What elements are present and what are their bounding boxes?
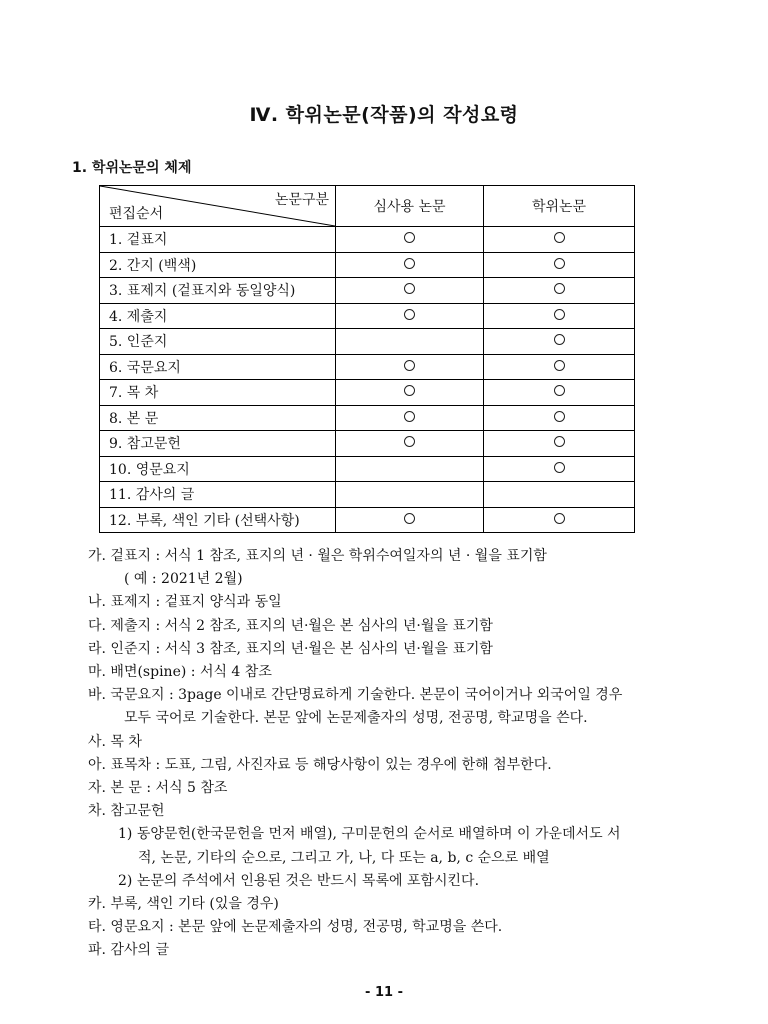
circle-mark-icon [554, 334, 565, 345]
column-header-degree: 학위논문 [484, 186, 635, 227]
header-top-label: 논문구분 [274, 192, 329, 208]
row-label: 9. 참고문헌 [100, 431, 336, 457]
note-line: 사. 목 차 [88, 733, 142, 750]
circle-mark-icon [404, 513, 415, 524]
review-cell [336, 303, 484, 329]
circle-mark-icon [554, 258, 565, 269]
row-label: 7. 목 차 [100, 380, 336, 406]
circle-mark-icon [554, 232, 565, 243]
review-cell [336, 278, 484, 304]
table-row [100, 329, 635, 355]
review-cell [336, 380, 484, 406]
column-header-review: 심사용 논문 [336, 186, 484, 227]
circle-mark-icon [404, 283, 415, 294]
circle-mark-icon [554, 436, 565, 447]
table-row [100, 456, 635, 482]
section-title: 1. 학위논문의 체제 [72, 160, 192, 176]
degree-cell [484, 507, 635, 533]
table-row [100, 278, 635, 304]
review-cell [336, 227, 484, 253]
table-row [100, 380, 635, 406]
review-cell [336, 405, 484, 431]
review-cell [336, 329, 484, 355]
row-label: 4. 제출지 [100, 303, 336, 329]
row-label: 8. 본 문 [100, 405, 336, 431]
circle-mark-icon [404, 436, 415, 447]
row-label: 2. 간지 (백색) [100, 252, 336, 278]
review-cell [336, 456, 484, 482]
circle-mark-icon [554, 309, 565, 320]
degree-cell [484, 431, 635, 457]
circle-mark-icon [554, 513, 565, 524]
degree-cell [484, 354, 635, 380]
circle-mark-icon [554, 360, 565, 371]
degree-cell [484, 252, 635, 278]
review-cell [336, 482, 484, 508]
header-bottom-label: 편집순서 [109, 206, 164, 222]
note-line: 자. 본 문 : 서식 5 참조 [88, 780, 228, 797]
circle-mark-icon [554, 385, 565, 396]
table-row [100, 303, 635, 329]
page-title: Ⅳ. 학위논문(작품)의 작성요령 [249, 104, 519, 126]
degree-cell [484, 456, 635, 482]
table-row [100, 252, 635, 278]
note-line: 바. 국문요지 : 3page 이내로 간단명료하게 기술한다. 본문이 국어이거나 외국어일 경우 [88, 687, 623, 704]
note-line: 카. 부록, 색인 기타 (있을 경우) [88, 896, 279, 913]
diagonal-header-cell [100, 186, 336, 227]
table-row [100, 227, 635, 253]
row-label: 5. 인준지 [100, 329, 336, 355]
note-line: 적, 논문, 기타의 순으로, 그리고 가, 나, 다 또는 a, b, c 순으로 배열 [138, 849, 550, 866]
note-line: 나. 표제지 : 겉표지 양식과 동일 [88, 594, 282, 611]
thesis-structure-table [99, 185, 635, 533]
note-line: 마. 배면(spine) : 서식 4 참조 [88, 664, 272, 681]
row-label: 12. 부록, 색인 기타 (선택사항) [100, 507, 336, 533]
circle-mark-icon [404, 385, 415, 396]
circle-mark-icon [554, 411, 565, 422]
table-row [100, 482, 635, 508]
table-row [100, 405, 635, 431]
table-row [100, 354, 635, 380]
review-cell [336, 431, 484, 457]
degree-cell [484, 278, 635, 304]
row-label: 11. 감사의 글 [100, 482, 336, 508]
degree-cell [484, 227, 635, 253]
circle-mark-icon [554, 462, 565, 473]
degree-cell [484, 482, 635, 508]
review-cell [336, 507, 484, 533]
note-line: 차. 참고문헌 [88, 803, 165, 820]
note-line: 타. 영문요지 : 본문 앞에 논문제출자의 성명, 전공명, 학교명을 쓴다. [88, 919, 503, 936]
circle-mark-icon [404, 258, 415, 269]
table-row [100, 431, 635, 457]
note-line: 라. 인준지 : 서식 3 참조, 표지의 년·월은 본 심사의 년·월을 표기함 [88, 640, 493, 657]
row-label: 10. 영문요지 [100, 456, 336, 482]
notes-list [88, 545, 708, 963]
review-cell [336, 252, 484, 278]
note-line: 파. 감사의 글 [88, 942, 169, 959]
row-label: 1. 겉표지 [100, 227, 336, 253]
note-line: 가. 겉표지 : 서식 1 참조, 표지의 년 · 월은 학위수여일자의 년 · 월을 표기함 [88, 548, 547, 564]
row-label: 3. 표제지 (겉표지와 동일양식) [100, 278, 336, 304]
table-row [100, 507, 635, 533]
circle-mark-icon [404, 232, 415, 243]
degree-cell [484, 405, 635, 431]
page-number: - 11 - [365, 985, 403, 1000]
note-line: 다. 제출지 : 서식 2 참조, 표지의 년·월은 본 심사의 년·월을 표기함 [88, 617, 493, 634]
table-header-row [100, 186, 635, 227]
review-cell [336, 354, 484, 380]
note-line: 아. 표목차 : 도표, 그림, 사진자료 등 해당사항이 있는 경우에 한해 첨부한다. [88, 756, 552, 773]
circle-mark-icon [404, 411, 415, 422]
note-line: 1) 동양문헌(한국문헌을 먼저 배열), 구미문헌의 순서로 배열하며 이 가운데서도 서 [118, 826, 621, 843]
note-line: 2) 논문의 주석에서 인용된 것은 반드시 목록에 포함시킨다. [118, 872, 480, 889]
degree-cell [484, 329, 635, 355]
circle-mark-icon [404, 309, 415, 320]
note-line: 모두 국어로 기술한다. 본문 앞에 논문제출자의 성명, 전공명, 학교명을 쓴다. [124, 710, 588, 727]
degree-cell [484, 303, 635, 329]
circle-mark-icon [404, 360, 415, 371]
circle-mark-icon [554, 283, 565, 294]
degree-cell [484, 380, 635, 406]
row-label: 6. 국문요지 [100, 354, 336, 380]
note-line: ( 예 : 2021년 2월) [124, 571, 243, 588]
